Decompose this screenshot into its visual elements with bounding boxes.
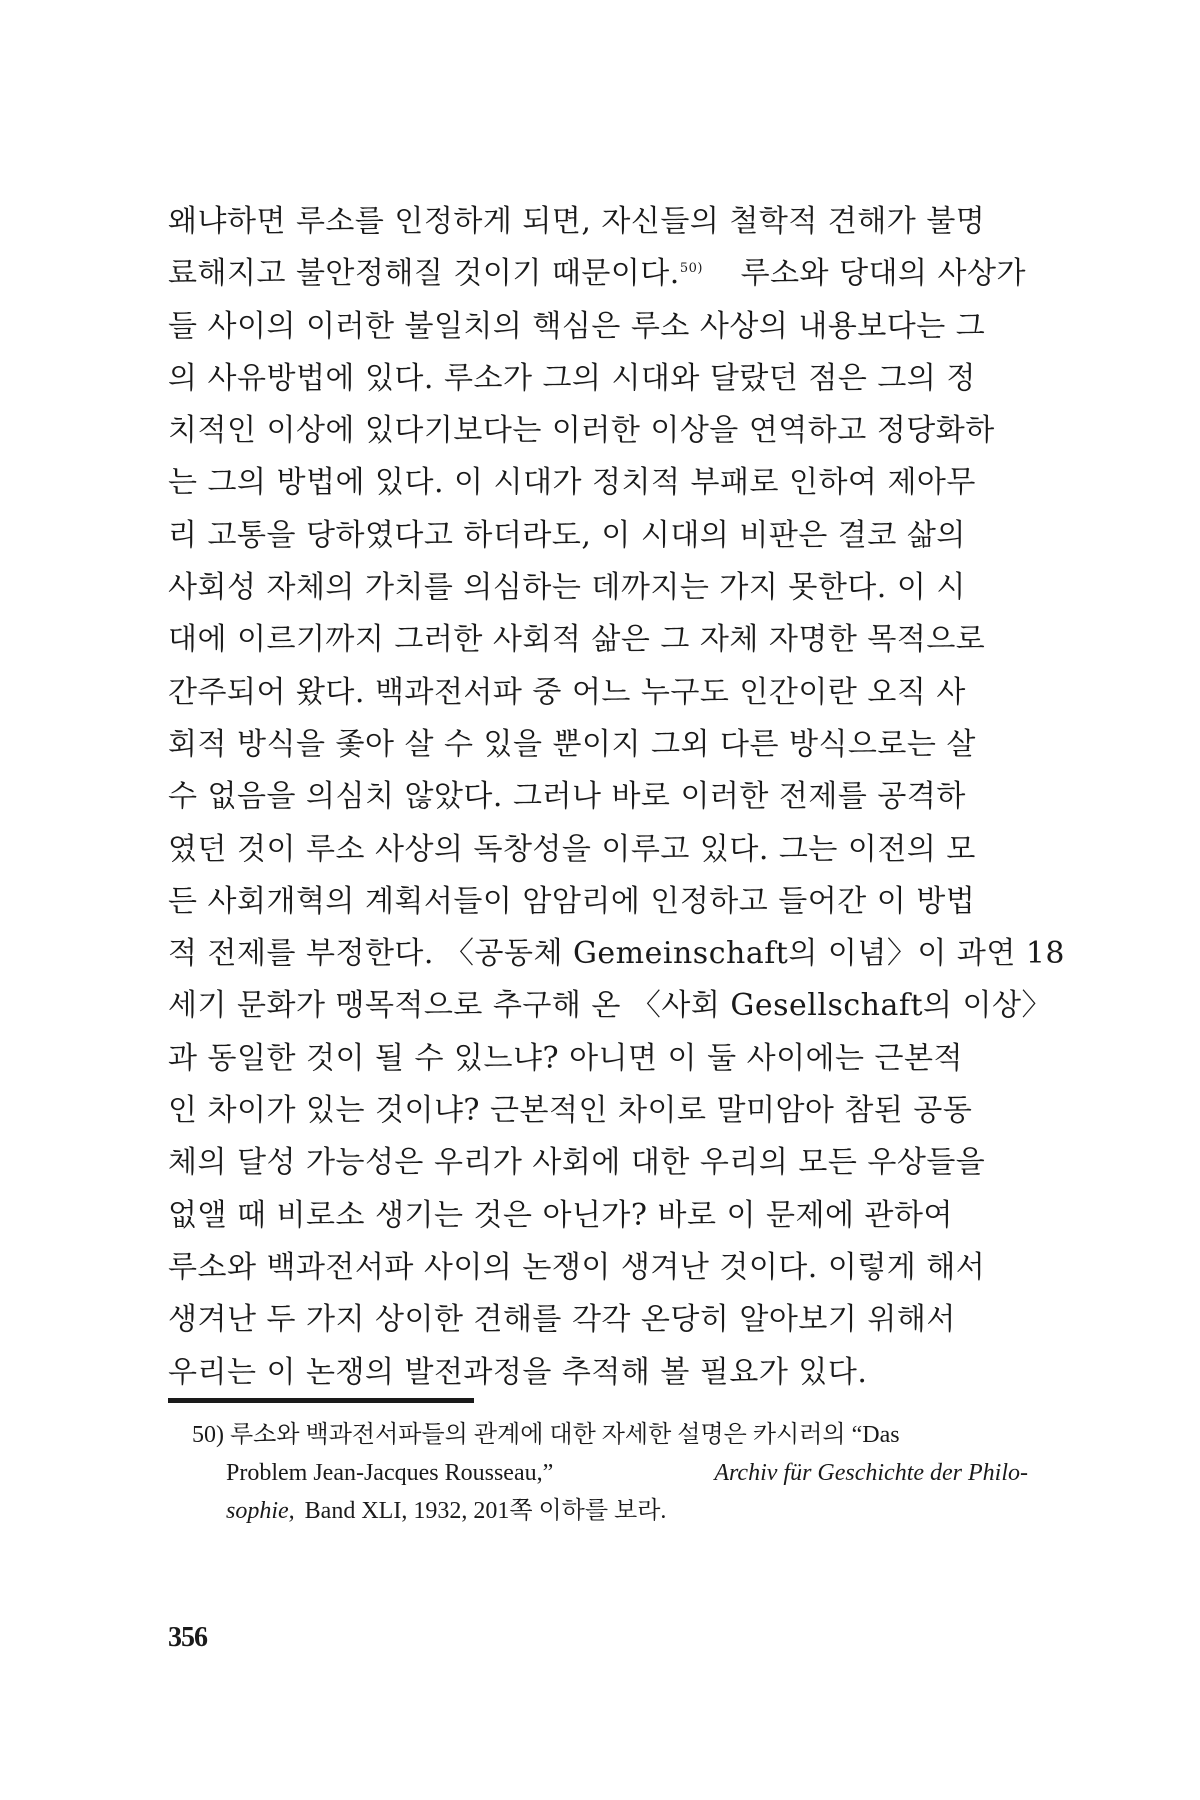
text-line: 인 차이가 있는 것이냐? 근본적인 차이로 말미암아 참된 공동: [168, 1093, 973, 1129]
text-line: 왜냐하면 루소를 인정하게 되면, 자신들의 철학적 견해가 불명: [168, 204, 986, 239]
text-line: 료해지고 불안정해질 것이기 때문이다.$^{50)}$ 루소와 당대의 사상가: [168, 256, 1026, 292]
body-text: [168, 196, 1066, 1399]
text-line: 대에 이르기까지 그러한 사회적 삶은 그 자체 자명한 목적으로: [168, 622, 986, 658]
text-line: 리 고통을 당하였다고 하더라도, 이 시대의 비판은 결코 삶의: [168, 517, 966, 553]
text-line: 수 없음을 의심치 않았다. 그러나 바로 이러한 전제를 공격하: [168, 779, 966, 815]
journal-title-cont: sophie,: [226, 1498, 295, 1524]
footnote: [192, 1416, 1028, 1530]
text-line: 사회성 자체의 가치를 의심하는 데까지는 가지 못한다. 이 시: [168, 570, 966, 606]
text-line: 체의 달성 가능성은 우리가 사회에 대한 우리의 모든 우상들을: [168, 1145, 986, 1181]
page-number: 356: [168, 1622, 207, 1653]
text-line: 간주되어 왔다. 백과전서파 중 어느 누구도 인간이란 오직 사: [168, 674, 966, 710]
text-line: 였던 것이 루소 사상의 독창성을 이루고 있다. 그는 이전의 모: [168, 831, 976, 867]
text-line: 회적 방식을 좇아 살 수 있을 뿐이지 그외 다른 방식으로는 살: [168, 726, 976, 762]
text-line: 루소와 백과전서파 사이의 논쟁이 생겨난 것이다. 이렇게 해서: [168, 1249, 986, 1285]
footnote-divider: [168, 1398, 474, 1403]
text-line: 과 동일한 것이 될 수 있느냐? 아니면 이 둘 사이에는 근본적: [168, 1040, 963, 1076]
text-line: 치적인 이상에 있다기보다는 이러한 이상을 연역하고 정당화하: [168, 413, 995, 449]
footnote-line: 50) 루소와 백과전서파들의 관계에 대한 자세한 설명은 카시러의 “Das: [192, 1422, 900, 1448]
footnote-line: Problem Jean-Jacques Rousseau,” Archiv für Geschichte der Philo-: [192, 1454, 1028, 1492]
text-line: 든 사회개혁의 계획서들이 암암리에 인정하고 들어간 이 방법: [168, 883, 976, 919]
text-line: 는 그의 방법에 있다. 이 시대가 정치적 부패로 인하여 제아무: [168, 465, 976, 501]
text-line: 없앨 때 비로소 생기는 것은 아닌가? 바로 이 문제에 관하여: [168, 1197, 953, 1233]
footnote-line: sophie, Band XLI, 1932, 201쪽 이하를 보라.: [192, 1492, 1028, 1530]
footnote-ref: 50): [679, 261, 703, 277]
text-line: 우리는 이 논쟁의 발전과정을 추적해 볼 필요가 있다.: [168, 1354, 868, 1390]
text-line: 들 사이의 이러한 불일치의 핵심은 루소 사상의 내용보다는 그: [168, 308, 986, 344]
journal-title: Archiv für Geschichte der Philo-: [714, 1460, 1028, 1486]
text-line: 세기 문화가 맹목적으로 추구해 온 〈사회 Gesellschaft의 이상〉: [168, 988, 1052, 1024]
text-line: 의 사유방법에 있다. 루소가 그의 시대와 달랐던 점은 그의 정: [168, 360, 976, 396]
text-line: 적 전제를 부정한다. 〈공동체 Gemeinschaft의 이념〉이 과연 18: [168, 936, 1066, 972]
text-line: 생겨난 두 가지 상이한 견해를 각각 온당히 알아보기 위해서: [168, 1302, 956, 1338]
